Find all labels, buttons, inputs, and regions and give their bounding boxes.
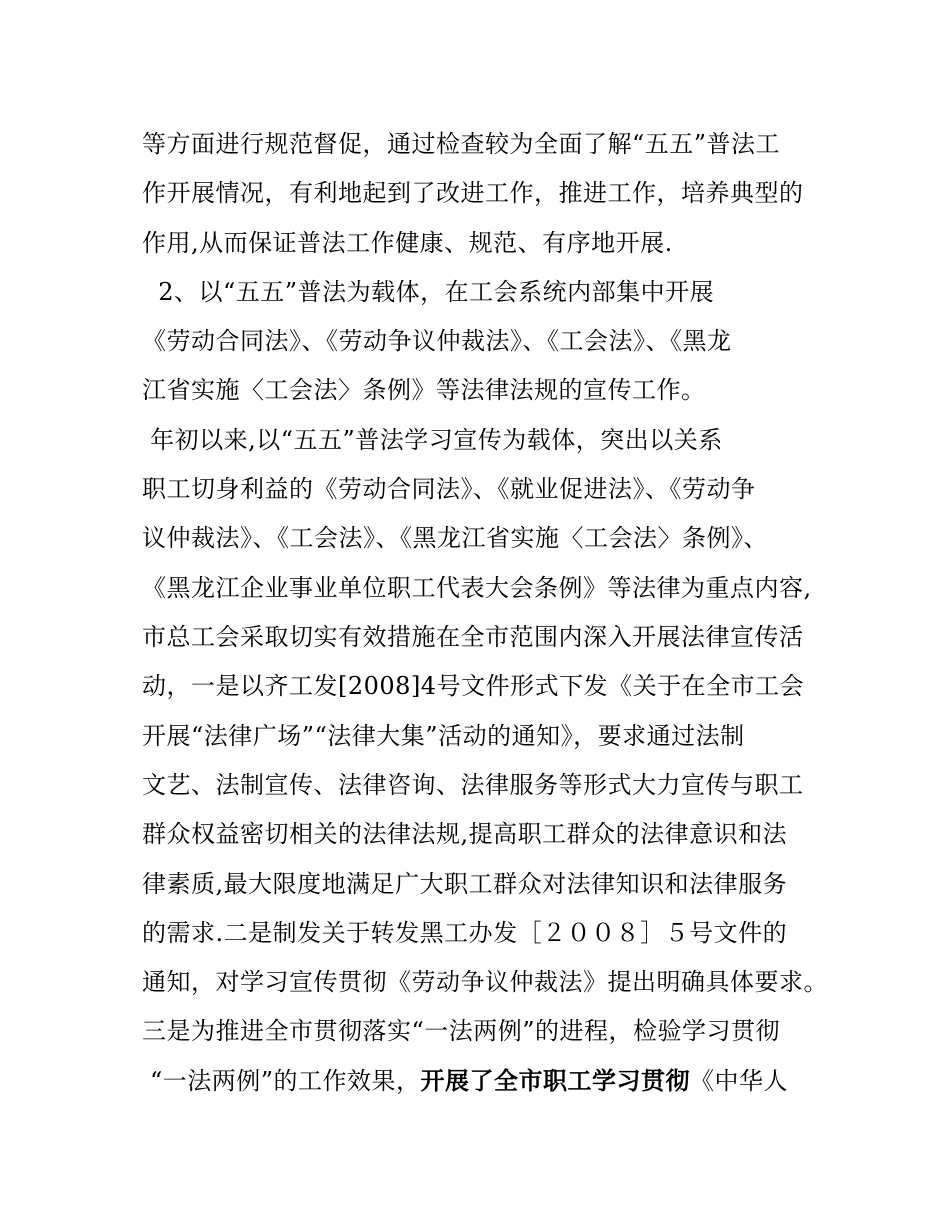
text-line: 江省实施〈工会法〉条例》等法律法规的宣传工作。 [142,376,706,404]
text-run: 《中华人 [690,1067,789,1095]
text-line: 文艺、法制宣传、法律咨询、法律服务等形式大力宣传与职工 [142,771,804,799]
text-line: 的需求.二是制发关于转发黑工办发［２００８］５号文件的 [142,919,788,947]
text-line: 作用,从而保证普法工作健康、规范、有序地开展. [142,229,673,257]
text-run: “一法两例”的工作效果， [150,1067,421,1095]
text-line-mixed [150,1065,788,1097]
text-line: 作开展情况，有利地起到了改进工作，推进工作，培养典型的 [142,179,804,207]
text-line: 年初以来,以“五五”普法学习宣传为载体，突出以关系 [142,426,723,454]
bold-text-run: 开展了全市职工学习贯彻 [420,1066,691,1095]
text-line: 群众权益密切相关的法律法规,提高职工群众的法律意识和法 [142,820,788,848]
text-line: 2、以“五五”普法为载体，在工会系统内部集中开展 [142,278,715,306]
text-line: 职工切身利益的《劳动合同法》、《就业促进法》、《劳动争 [142,475,756,503]
text-line: 通知，对学习宣传贯彻《劳动争议仲裁法》提出明确具体要求。 [142,968,828,996]
text-line: 三是为推进全市贯彻落实“一法两例”的进程，检验学习贯彻 [142,1017,781,1045]
text-line: 律素质,最大限度地满足广大职工群众对法律知识和法律服务 [142,870,788,898]
text-line: 开展“法律广场”“法律大集”活动的通知》，要求通过法制 [142,722,745,750]
text-line: 市总工会采取切实有效措施在全市范围内深入开展法律宣传活 [142,623,804,651]
text-line: 《劳动合同法》、《劳动争议仲裁法》、《工会法》、《黑龙 [142,327,732,355]
text-line: 动，一是以齐工发[2008]4号文件形式下发《关于在全市工会 [142,672,805,700]
text-line: 等方面进行规范督促，通过检查较为全面了解“五五”普法工 [142,130,781,158]
text-line: 议仲裁法》、《工会法》、《黑龙江省实施〈工会法〉条例》、 [142,524,768,552]
text-line: 《黑龙江企业事业单位职工代表大会条例》等法律为重点内容, [142,574,812,602]
